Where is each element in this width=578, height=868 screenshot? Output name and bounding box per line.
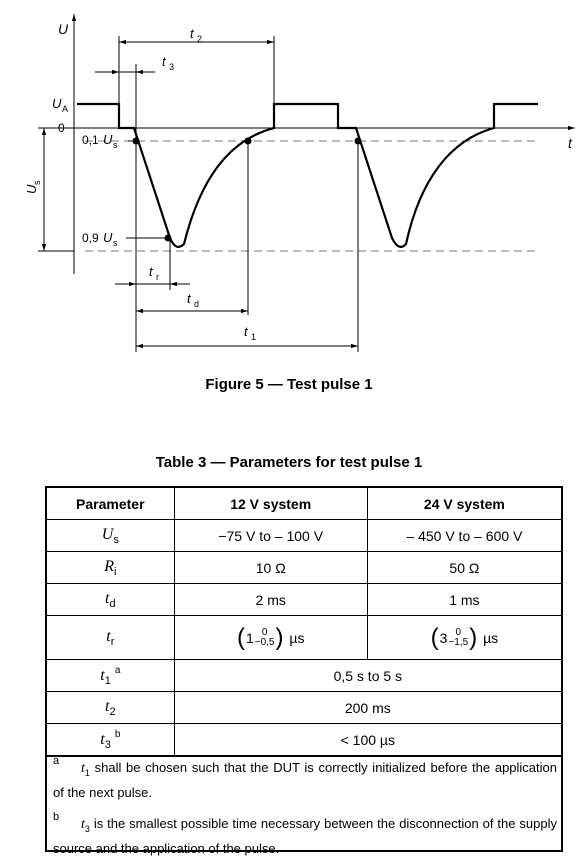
value-cell: 50 Ω bbox=[367, 552, 562, 584]
svg-text:t: t bbox=[187, 291, 191, 306]
table-row bbox=[46, 584, 562, 616]
svg-text:U: U bbox=[103, 230, 113, 245]
param-cell: $t_1^a$ bbox=[46, 660, 174, 692]
figure-caption: Figure 5 — Test pulse 1 bbox=[205, 376, 373, 393]
table-row bbox=[46, 660, 562, 692]
svg-text:t: t bbox=[568, 135, 572, 151]
table-footnotes bbox=[45, 748, 563, 856]
svg-text:s: s bbox=[32, 180, 42, 185]
svg-text:s: s bbox=[113, 238, 118, 248]
svg-text:t: t bbox=[149, 264, 153, 279]
value-cell: 1 ms bbox=[367, 584, 562, 616]
param-cell: $t_d$ bbox=[46, 584, 174, 616]
value-cell: – 450 V to – 600 V bbox=[367, 520, 562, 552]
svg-text:t: t bbox=[244, 324, 248, 339]
value-cell: ( 1 0 −0,5 ) µs bbox=[174, 616, 367, 660]
svg-text:t: t bbox=[162, 54, 166, 69]
table-header-row bbox=[46, 487, 562, 520]
param-cell: $t_3^b$ bbox=[46, 724, 174, 757]
header-parameter: Parameter bbox=[46, 487, 174, 520]
svg-text:s: s bbox=[113, 140, 118, 150]
table-row bbox=[46, 552, 562, 584]
test-pulse-diagram bbox=[0, 0, 578, 360]
param-cell: $t_r$ bbox=[46, 616, 174, 660]
value-cell: 10 Ω bbox=[174, 552, 367, 584]
svg-text:3: 3 bbox=[169, 62, 175, 72]
svg-text:t: t bbox=[190, 26, 194, 41]
table-row bbox=[46, 520, 562, 552]
table-caption: Table 3 — Parameters for test pulse 1 bbox=[155, 454, 423, 471]
table-row bbox=[46, 692, 562, 724]
value-cell: ( 3 0 −1,5 ) µs bbox=[367, 616, 562, 660]
svg-text:0,9: 0,9 bbox=[82, 231, 99, 245]
svg-text:r: r bbox=[156, 272, 159, 282]
svg-text:0,1: 0,1 bbox=[82, 133, 99, 147]
svg-text:U: U bbox=[24, 184, 39, 194]
svg-text:2: 2 bbox=[197, 34, 203, 44]
header-12v: 12 V system bbox=[174, 487, 367, 520]
parameters-table bbox=[45, 486, 563, 757]
svg-text:0: 0 bbox=[58, 121, 65, 135]
svg-text:d: d bbox=[194, 299, 200, 309]
param-cell: $U_s$ bbox=[46, 520, 174, 552]
footnote-b: b $t_3$ is the smallest possible time necessary between the disconnection of the supply source and the application of the pulse. bbox=[53, 811, 557, 856]
param-cell: $R_i$ bbox=[46, 552, 174, 584]
param-cell: $t_2$ bbox=[46, 692, 174, 724]
table-row bbox=[46, 616, 562, 660]
svg-text:U: U bbox=[52, 96, 62, 111]
value-cell: −75 V to – 100 V bbox=[174, 520, 367, 552]
value-cell: 0,5 s to 5 s bbox=[174, 660, 562, 692]
svg-text:U: U bbox=[58, 21, 69, 37]
pulse-waveform bbox=[77, 104, 538, 247]
value-cell: 200 ms bbox=[174, 692, 562, 724]
footnote-a: a $t_1$ shall be chosen such that the DUT is correctly initialized before the application of the next pulse. bbox=[53, 755, 557, 800]
value-cell: < 100 µs bbox=[174, 724, 562, 757]
svg-text:U: U bbox=[103, 132, 113, 147]
svg-text:A: A bbox=[62, 104, 69, 114]
value-cell: 2 ms bbox=[174, 584, 367, 616]
svg-text:1: 1 bbox=[251, 332, 257, 342]
header-24v: 24 V system bbox=[367, 487, 562, 520]
